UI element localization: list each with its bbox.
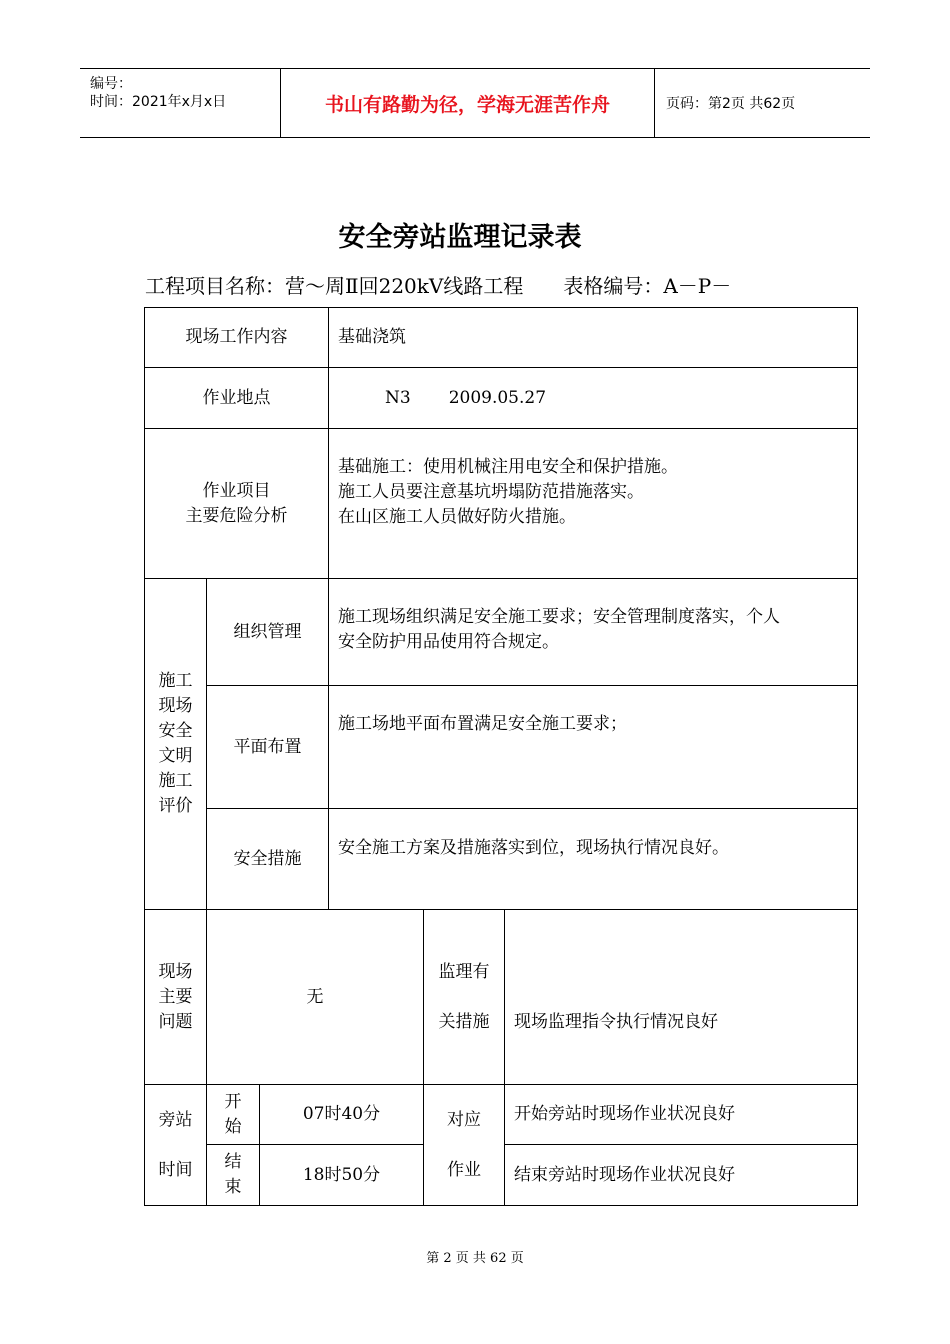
issues-value: 无 [306,986,324,1007]
evaluation-label-char: 评价 [158,796,193,816]
start-time: 07时40分 [302,1104,381,1124]
supervision-value: 现场监理指令执行情况良好 [514,1012,718,1032]
page-header [80,68,870,138]
time-label [145,1085,206,1205]
evaluation-label-char: 施工 [158,671,193,691]
layout-label: 平面布置 [233,736,302,757]
hazard-line: 在山区施工人员做好防火措施。 [338,507,576,527]
location-label: 作业地点 [202,387,271,408]
end-label-char: 束 [224,1177,242,1197]
supervision-label [424,910,504,1084]
page-code: 页码：第2页 共62页 [666,96,796,112]
project-name: 工程项目名称：营～周Ⅱ回220kV线路工程 [145,274,524,298]
org-label: 组织管理 [233,621,302,642]
org-line: 安全防护用品使用符合规定。 [338,632,559,652]
page-footer: 第 2 页 共 62 页 [426,1251,524,1266]
issues-label-part: 主要 [158,986,193,1007]
location-date: 2009.05.27 [448,387,547,408]
hazard-line: 基础施工：使用机械注用电安全和保护措施。 [338,457,678,477]
form-number: 表格编号：A－P－ [563,274,732,298]
hazard-label [145,429,328,578]
time-label-part: 旁站 [158,1110,193,1130]
hazard-label-line2: 主要危险分析 [185,505,288,526]
work-label-part: 作业 [447,1160,481,1180]
number-label: 编号： [90,76,132,92]
start-status: 开始旁站时现场作业状况良好 [514,1104,735,1124]
start-label-char: 开 [224,1091,242,1112]
location-code: N3 [385,387,411,408]
work-label-part: 对应 [447,1110,481,1130]
measures-label: 安全措施 [233,848,302,869]
measures-value: 安全施工方案及措施落实到位，现场执行情况良好。 [338,838,729,858]
location-value [385,368,845,428]
evaluation-label-char: 现场 [158,696,193,716]
evaluation-label-char: 文明 [158,746,193,766]
document-title: 安全旁站监理记录表 [338,222,582,253]
evaluation-label [145,579,206,909]
supervision-label-part: 监理有 [438,962,490,982]
start-label-char: 始 [224,1116,242,1137]
project-line [145,270,731,299]
time-label-part: 时间 [158,1160,193,1180]
supervision-label-part: 关措施 [438,1012,490,1032]
issues-label-part: 现场 [158,961,193,982]
header-info [80,69,281,137]
end-label-char: 结 [224,1152,242,1172]
motto: 书山有路勤为径，学海无涯苦作舟 [281,69,655,137]
issues-label-part: 问题 [158,1011,193,1032]
start-label [207,1085,259,1144]
evaluation-label-char: 安全 [158,721,193,741]
hazard-analysis [338,455,853,530]
issues-label [145,910,206,1084]
end-label [207,1145,259,1205]
hazard-label-line1: 作业项目 [202,480,271,501]
work-content-label: 现场工作内容 [185,327,288,347]
hazard-line: 施工人员要注意基坑坍塌防范措施落实。 [338,482,644,502]
time-label: 时间：2021年x月x日 [90,94,227,110]
work-label [424,1085,504,1205]
layout-value: 施工场地平面布置满足安全施工要求； [338,714,627,734]
work-content-value: 基础浇筑 [338,327,406,347]
org-line: 施工现场组织满足安全施工要求；安全管理制度落实，个人 [338,607,780,627]
org-value [338,605,853,655]
end-status: 结束旁站时现场作业状况良好 [514,1164,735,1185]
end-time: 18时50分 [302,1164,381,1185]
evaluation-label-char: 施工 [158,771,193,791]
